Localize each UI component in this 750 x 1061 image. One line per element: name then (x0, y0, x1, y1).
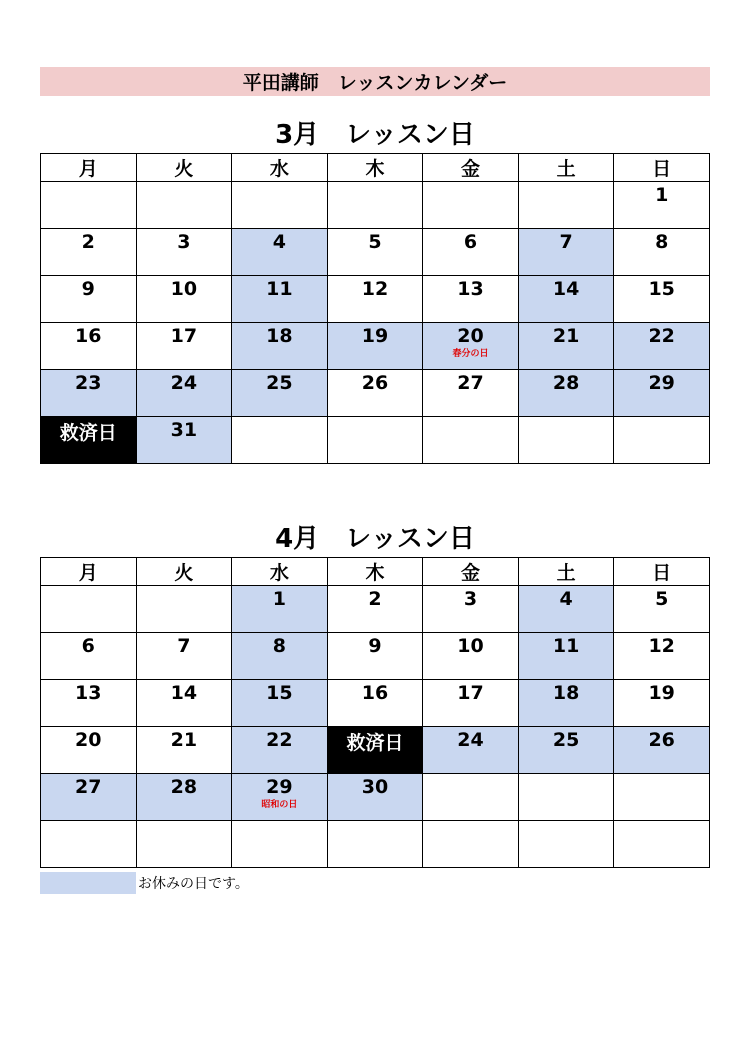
day-number: 17 (170, 325, 198, 347)
day-cell (423, 633, 519, 680)
day-number: 10 (170, 278, 198, 300)
day-number: 4 (272, 231, 287, 253)
day-cell (614, 586, 710, 633)
day-number: 11 (266, 278, 293, 300)
day-cell (41, 680, 137, 727)
day-cell (614, 680, 710, 727)
day-number: 9 (368, 635, 382, 657)
weekday-header: 木 (327, 558, 423, 586)
day-cell (423, 586, 519, 633)
rescue-day-cell (327, 727, 423, 774)
day-cell (423, 370, 519, 417)
week-row (41, 229, 710, 276)
day-cell (136, 633, 232, 680)
day-number: 21 (170, 729, 198, 751)
day-cell (423, 276, 519, 323)
rescue-day-label: 救済日 (346, 732, 404, 754)
rescue-day-label: 救済日 (59, 422, 117, 444)
page-title-bar (40, 67, 710, 96)
week-row (41, 276, 710, 323)
day-number: 6 (463, 231, 478, 253)
day-cell (232, 821, 328, 868)
day-number: 12 (361, 278, 389, 300)
day-cell (614, 774, 710, 821)
day-number: 6 (81, 635, 95, 657)
day-cell (518, 182, 614, 229)
day-cell (614, 276, 710, 323)
day-cell (232, 417, 328, 464)
day-number: 18 (266, 325, 293, 347)
day-cell (41, 182, 137, 229)
day-number: 20 (457, 325, 484, 347)
day-cell (136, 821, 232, 868)
april-title: 4月 レッスン日 (275, 524, 475, 554)
holiday-cell (518, 229, 614, 276)
day-number: 30 (361, 776, 389, 798)
day-cell (423, 680, 519, 727)
holiday-cell (423, 727, 519, 774)
day-number: 28 (552, 372, 580, 394)
day-number: 8 (272, 635, 287, 657)
week-row (41, 417, 710, 464)
day-number: 7 (177, 635, 191, 657)
holiday-cell (614, 370, 710, 417)
weekday-header: 土 (518, 154, 614, 182)
weekday-header: 金 (423, 154, 519, 182)
holiday-cell (327, 774, 423, 821)
day-cell (41, 821, 137, 868)
day-number: 2 (368, 588, 382, 610)
day-cell (327, 229, 423, 276)
day-cell (518, 821, 614, 868)
day-cell (232, 182, 328, 229)
day-cell (327, 417, 423, 464)
day-number: 29 (648, 372, 675, 394)
week-row (41, 680, 710, 727)
weekday-header: 金 (423, 558, 519, 586)
day-number: 5 (655, 588, 669, 610)
weekday-header: 木 (327, 154, 423, 182)
day-number: 16 (361, 682, 389, 704)
day-cell (423, 417, 519, 464)
day-number: 25 (552, 729, 580, 751)
day-cell (327, 370, 423, 417)
week-row (41, 821, 710, 868)
day-number: 8 (655, 231, 669, 253)
day-cell (41, 586, 137, 633)
holiday-cell (518, 680, 614, 727)
holiday-cell (232, 323, 328, 370)
weekday-header: 日 (614, 558, 710, 586)
day-number: 26 (648, 729, 675, 751)
holiday-cell (232, 774, 328, 821)
day-number: 27 (457, 372, 484, 394)
day-cell (41, 323, 137, 370)
week-row (41, 727, 710, 774)
day-number: 21 (552, 325, 580, 347)
day-number: 15 (648, 278, 675, 300)
day-cell (327, 586, 423, 633)
day-cell (423, 182, 519, 229)
day-number: 29 (266, 776, 293, 798)
day-number: 13 (457, 278, 484, 300)
weekday-header: 月 (41, 558, 137, 586)
holiday-cell (518, 323, 614, 370)
weekday-header: 水 (232, 558, 328, 586)
day-cell (614, 821, 710, 868)
april-calendar (40, 557, 710, 868)
holiday-cell (327, 323, 423, 370)
day-number: 19 (361, 325, 389, 347)
day-cell (327, 276, 423, 323)
holiday-cell (518, 276, 614, 323)
weekday-header: 火 (136, 154, 232, 182)
day-cell (136, 586, 232, 633)
day-number: 3 (177, 231, 191, 253)
weekday-header: 土 (518, 558, 614, 586)
day-cell (614, 182, 710, 229)
weekday-header: 水 (232, 154, 328, 182)
holiday-cell (232, 633, 328, 680)
day-number: 15 (266, 682, 293, 704)
day-cell (327, 633, 423, 680)
day-cell (41, 276, 137, 323)
day-number: 16 (75, 325, 102, 347)
holiday-cell (232, 370, 328, 417)
day-number: 18 (552, 682, 580, 704)
day-number: 20 (75, 729, 102, 751)
march-title: 3月 レッスン日 (275, 120, 475, 150)
day-number: 26 (361, 372, 389, 394)
holiday-cell (232, 586, 328, 633)
day-cell (41, 727, 137, 774)
day-cell (423, 821, 519, 868)
day-number: 24 (457, 729, 484, 751)
week-row (41, 586, 710, 633)
day-number: 23 (75, 372, 102, 394)
day-number: 2 (81, 231, 95, 253)
weekday-header: 月 (41, 154, 137, 182)
day-cell (136, 182, 232, 229)
day-number: 19 (648, 682, 675, 704)
day-number: 11 (552, 635, 580, 657)
holiday-cell (614, 727, 710, 774)
holiday-cell (136, 417, 232, 464)
holiday-cell (232, 276, 328, 323)
day-number: 10 (457, 635, 484, 657)
day-cell (518, 774, 614, 821)
day-cell (614, 417, 710, 464)
weekday-header: 火 (136, 558, 232, 586)
holiday-cell (232, 229, 328, 276)
day-cell (327, 680, 423, 727)
day-number: 22 (648, 325, 675, 347)
day-number: 12 (648, 635, 675, 657)
holiday-cell (518, 633, 614, 680)
day-cell (136, 727, 232, 774)
day-number: 31 (170, 419, 198, 441)
day-cell (136, 276, 232, 323)
holiday-cell (614, 323, 710, 370)
rescue-day-cell (41, 417, 137, 464)
holiday-cell (518, 370, 614, 417)
day-number: 13 (75, 682, 102, 704)
day-number: 27 (75, 776, 102, 798)
day-number: 1 (272, 588, 287, 610)
week-row (41, 370, 710, 417)
holiday-name: 昭和の日 (261, 800, 298, 810)
day-number: 14 (170, 682, 198, 704)
weekday-header: 日 (614, 154, 710, 182)
legend-holiday-swatch (40, 872, 136, 894)
holiday-cell (136, 370, 232, 417)
holiday-cell (423, 323, 519, 370)
day-number: 22 (266, 729, 293, 751)
march-calendar (40, 153, 710, 464)
week-row (41, 633, 710, 680)
holiday-cell (41, 370, 137, 417)
day-cell (614, 633, 710, 680)
holiday-cell (136, 774, 232, 821)
holiday-cell (518, 586, 614, 633)
day-number: 4 (559, 588, 573, 610)
day-cell (41, 229, 137, 276)
day-number: 28 (170, 776, 198, 798)
day-cell (518, 417, 614, 464)
legend (40, 872, 249, 894)
day-number: 7 (559, 231, 573, 253)
day-cell (327, 821, 423, 868)
page-title: 平田講師 レッスンカレンダー (242, 72, 508, 94)
day-number: 24 (170, 372, 198, 394)
day-number: 17 (457, 682, 484, 704)
day-cell (614, 229, 710, 276)
day-number: 3 (463, 588, 478, 610)
day-cell (327, 182, 423, 229)
week-row (41, 323, 710, 370)
day-number: 25 (266, 372, 293, 394)
holiday-cell (41, 774, 137, 821)
day-number: 5 (368, 231, 382, 253)
weekday-header-row (41, 154, 710, 182)
legend-text: お休みの日です。 (138, 876, 249, 892)
day-number: 9 (81, 278, 95, 300)
day-cell (423, 229, 519, 276)
holiday-cell (232, 727, 328, 774)
holiday-cell (518, 727, 614, 774)
holiday-name: 春分の日 (452, 349, 489, 359)
holiday-cell (232, 680, 328, 727)
day-cell (136, 229, 232, 276)
day-cell (136, 680, 232, 727)
day-number: 14 (552, 278, 580, 300)
day-cell (41, 633, 137, 680)
day-cell (423, 774, 519, 821)
weekday-header-row (41, 558, 710, 586)
day-cell (136, 323, 232, 370)
week-row (41, 774, 710, 821)
day-number: 1 (655, 184, 669, 206)
week-row (41, 182, 710, 229)
